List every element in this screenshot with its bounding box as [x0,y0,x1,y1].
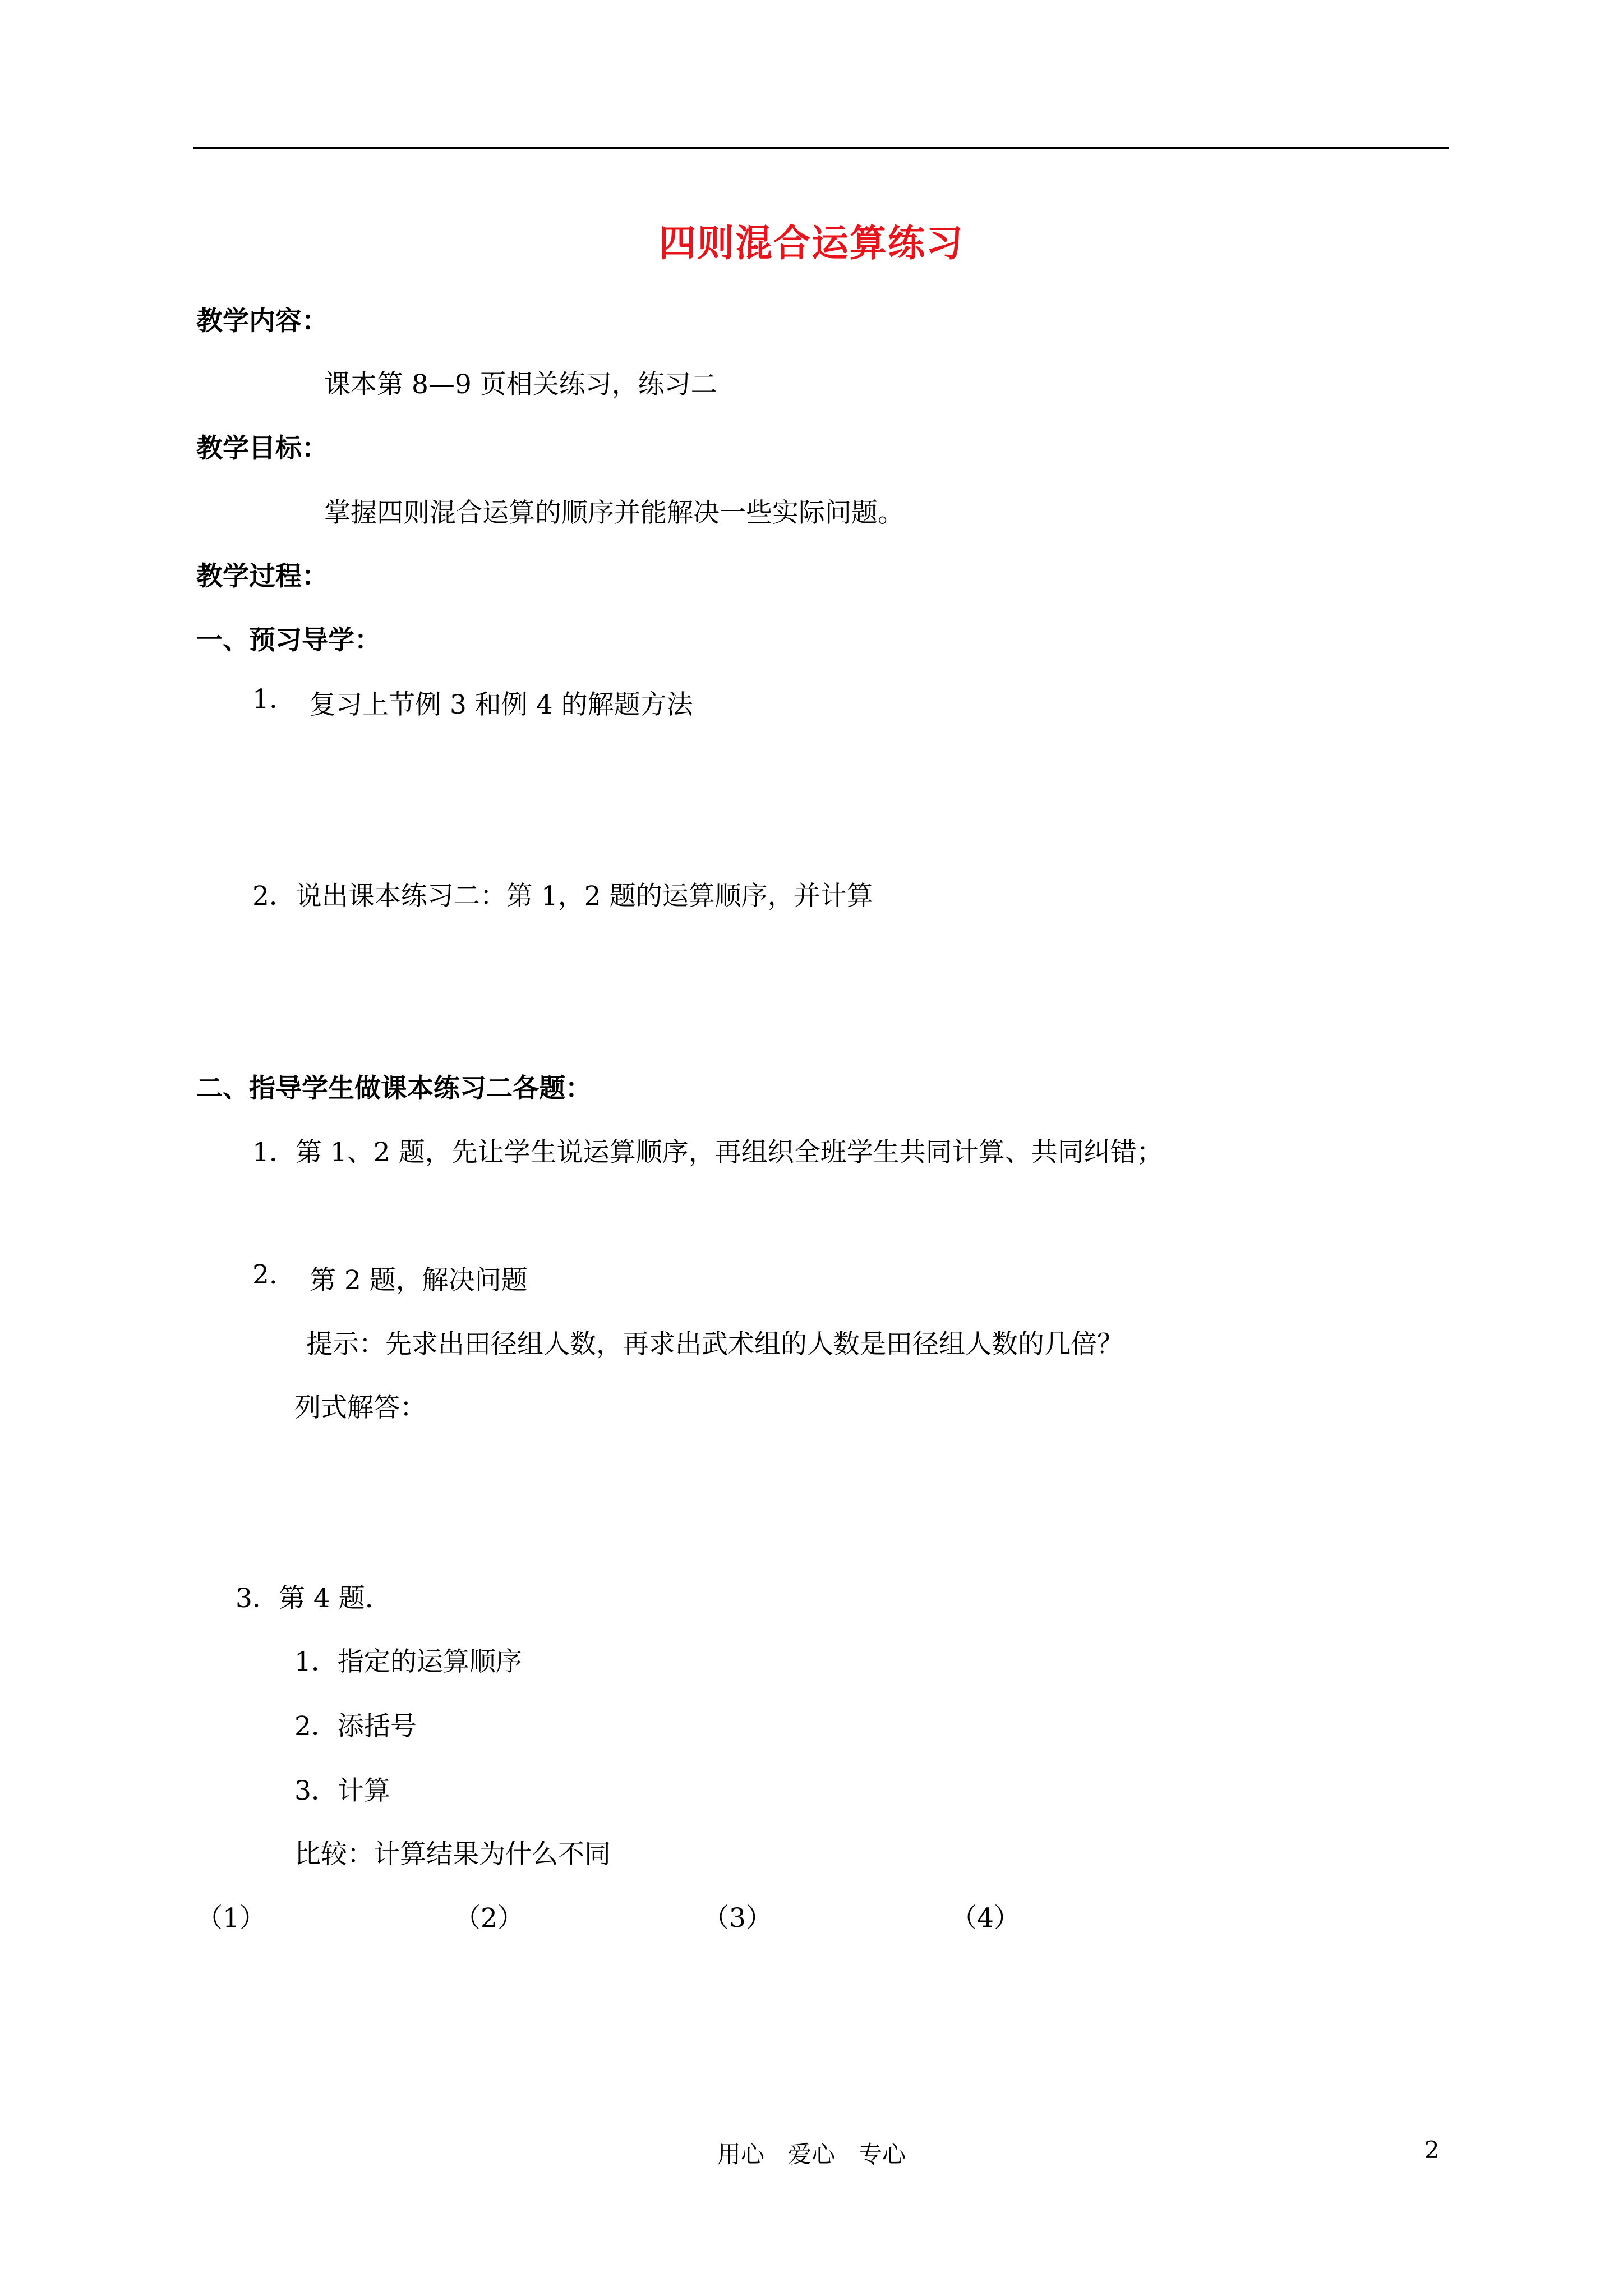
teaching-goal-heading: 教学目标： [196,433,328,464]
part2-item1: 1．第 1、2 题，先让学生说运算顺序，再组织全班学生共同计算、共同纠错； [252,1137,1163,1168]
teaching-content-heading: 教学内容： [196,306,328,337]
part2-item2-text: 第 2 题，解决问题 [310,1265,528,1296]
header-rule [193,147,1449,149]
answer-slot-label-4: （4） [951,1903,1020,1934]
part2-hint: 提示：先求出田径组人数，再求出武术组的人数是田径组人数的几倍？ [306,1329,1123,1360]
part2-heading: 二、指导学生做课本练习二各题： [196,1073,592,1104]
part1-item1-text: 复习上节例 3 和例 4 的解题方法 [310,689,693,720]
footer-slogan: 用心 爱心 专心 [717,2141,906,2168]
answer-slot-label-2: （2） [454,1903,524,1934]
page-title: 四则混合运算练习 [659,221,964,265]
part1-item2: 2．说出课本练习二：第 1，2 题的运算顺序，并计算 [252,881,873,912]
teaching-content-text: 课本第 8—9 页相关练习，练习二 [324,369,717,400]
part1-item1-number: 1. [252,684,278,715]
teaching-goal-text: 掌握四则混合运算的顺序并能解决一些实际问题。 [324,498,904,528]
answer-slot-label-1: （1） [196,1903,266,1934]
part2-sub1: 1．指定的运算顺序 [294,1646,522,1677]
part1-heading: 一、预习导学： [196,625,381,656]
part2-sub2: 2．添括号 [294,1711,417,1742]
part2-item2-number: 2. [252,1259,278,1290]
part2-item3: 3．第 4 题. [236,1583,374,1614]
teaching-process-heading: 教学过程： [196,561,328,592]
page-number: 2 [1424,2136,1440,2164]
answer-slot-label-3: （3） [703,1903,772,1934]
part2-compare: 比较：计算结果为什么不同 [294,1839,611,1870]
part2-answer-label: 列式解答： [294,1392,426,1423]
part2-sub3: 3．计算 [294,1775,390,1806]
